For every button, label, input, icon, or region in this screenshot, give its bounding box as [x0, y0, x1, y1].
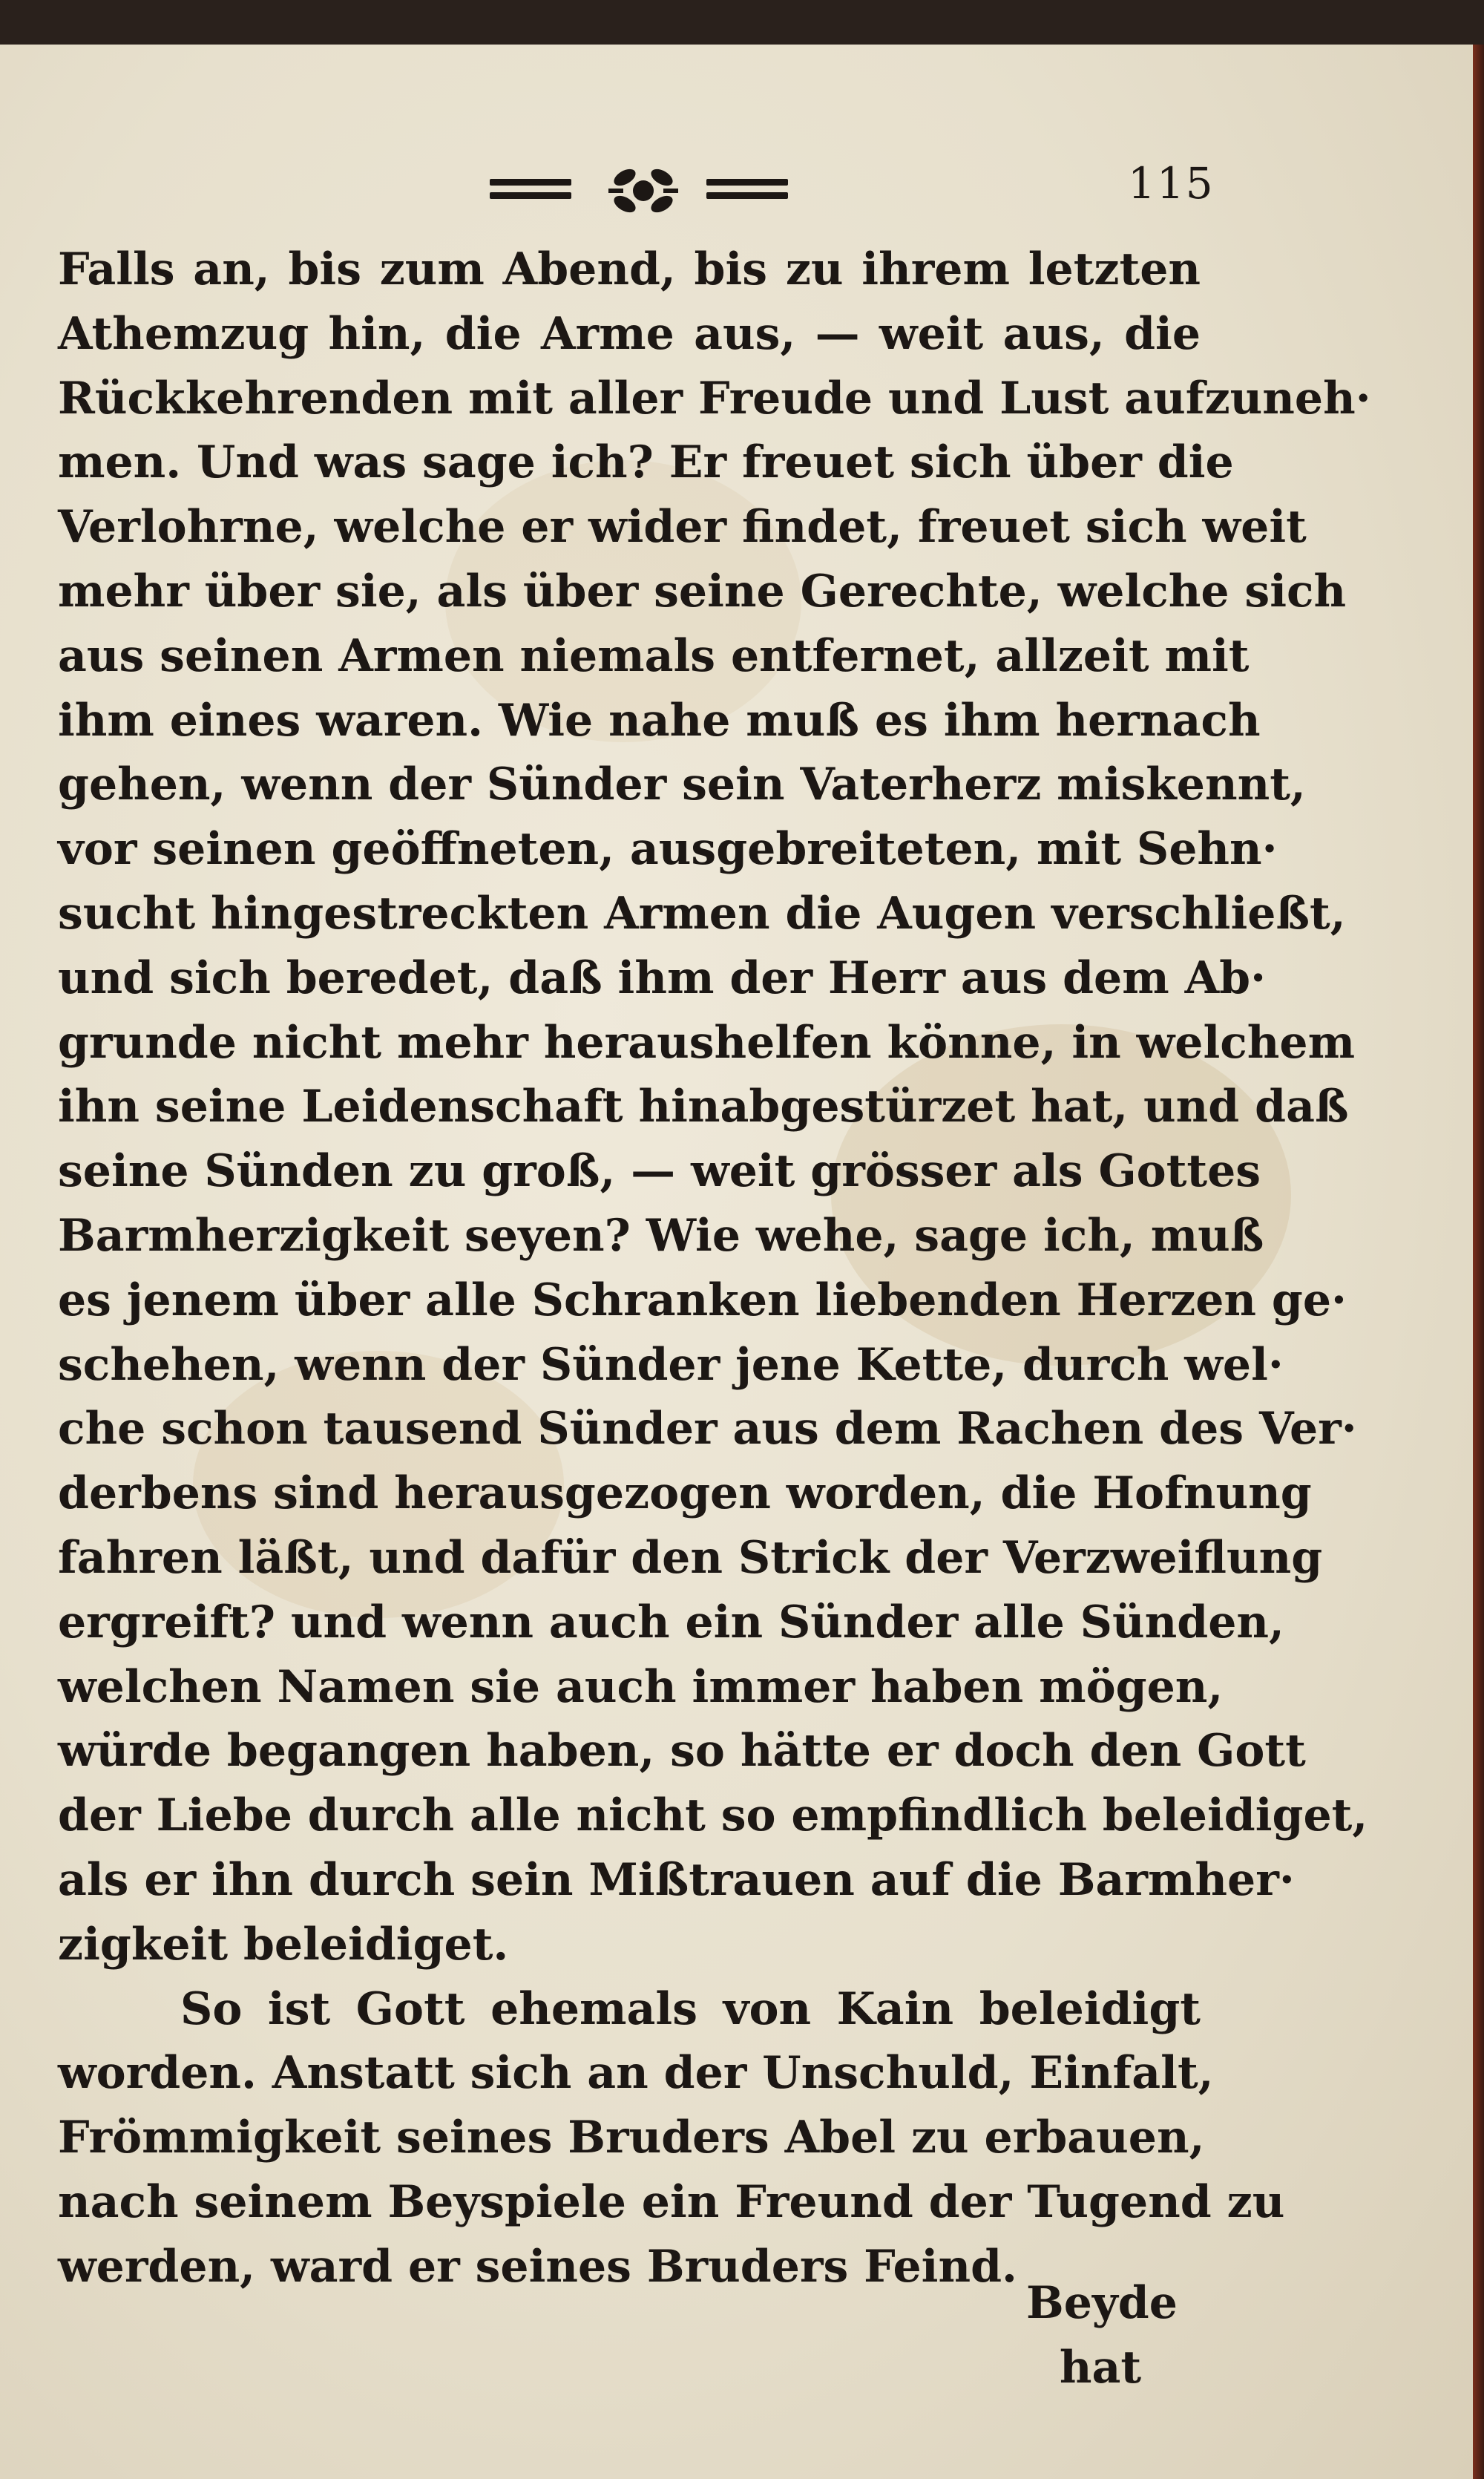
text-line: es jenem über alle Schranken liebenden Herzen ge·	[58, 1274, 1347, 1326]
page-edge	[1473, 45, 1484, 2479]
text-line: derbens sind herausgezogen worden, die Hofnung	[58, 1467, 1312, 1520]
text-line: vor seinen geöffneten, ausgebreiteten, mit Sehn·	[58, 823, 1278, 876]
text-line: sucht hingestreckten Armen die Augen verschließt,	[58, 887, 1346, 940]
text-line: schehen, wenn der Sünder jene Kette, durch wel·	[58, 1338, 1284, 1391]
catchword-block	[1026, 2271, 1178, 2400]
text-line: Falls an, bis zum Abend, bis zu ihrem letzten	[58, 243, 1201, 295]
text-line: der Liebe durch alle nicht so empfindlich beleidiget,	[58, 1789, 1368, 1842]
text-line: als er ihn durch sein Mißtrauen auf die Barmher·	[58, 1853, 1295, 1906]
catchword: hat	[1059, 2341, 1142, 2394]
text-line: worden. Anstatt sich an der Unschuld, Einfalt,	[58, 2047, 1214, 2100]
bar-ornament-icon	[706, 174, 788, 204]
text-line: und sich beredet, daß ihm der Herr aus dem Ab·	[58, 952, 1266, 1004]
text-line: Barmherzigkeit seyen? Wie wehe, sage ich, muß	[58, 1209, 1264, 1262]
text-line: werden, ward er seines Bruders Feind.	[58, 2240, 1017, 2293]
text-line: Rückkehrenden mit aller Freude und Lust aufzuneh·	[58, 372, 1371, 425]
text-line: ergreift? und wenn auch ein Sünder alle Sünden,	[58, 1596, 1284, 1648]
text-line: seine Sünden zu groß, — weit grösser als Gottes	[58, 1145, 1261, 1198]
text-line: che schon tausend Sünder aus dem Rachen des Ver·	[58, 1403, 1357, 1455]
text-line: Athemzug hin, die Arme aus, — weit aus, die	[58, 307, 1201, 360]
text-line: aus seinen Armen niemals entfernet, allzeit mit	[58, 629, 1250, 682]
text-line: mehr über sie, als über seine Gerechte, welche sich	[58, 565, 1347, 618]
text-line: zigkeit beleidiget.	[58, 1918, 509, 1971]
text-line: So ist Gott ehemals von Kain beleidigt	[180, 1982, 1201, 2035]
bar-ornament-icon	[490, 174, 571, 204]
body-text	[58, 238, 1371, 2299]
page-header	[0, 152, 1473, 226]
text-line: Frömmigkeit seines Bruders Abel zu erbauen,	[58, 2112, 1205, 2164]
text-line: fahren läßt, und dafür den Strick der Verzweiflung	[58, 1531, 1323, 1584]
text-line: grunde nicht mehr heraushelfen könne, in welchem	[58, 1016, 1356, 1069]
text-line: würde begangen haben, so hätte er doch den Gott	[58, 1725, 1306, 1778]
text-line: ihn seine Leidenschaft hinabgestürzet hat, und daß	[58, 1081, 1349, 1133]
catchword: Beyde	[1026, 2277, 1178, 2329]
text-line: nach seinem Beyspiele ein Freund der Tugend zu	[58, 2175, 1285, 2228]
text-line: gehen, wenn der Sünder sein Vaterherz miskennt,	[58, 759, 1306, 811]
floral-ornament-icon	[603, 161, 684, 220]
page-number: 115	[1128, 158, 1215, 209]
text-line: men. Und was sage ich? Er freuet sich über die	[58, 436, 1234, 489]
text-line: ihm eines waren. Wie nahe muß es ihm hernach	[58, 694, 1261, 747]
text-line: welchen Namen sie auch immer haben mögen,	[58, 1660, 1224, 1713]
text-line: Verlohrne, welche er wider findet, freuet sich weit	[58, 501, 1307, 554]
